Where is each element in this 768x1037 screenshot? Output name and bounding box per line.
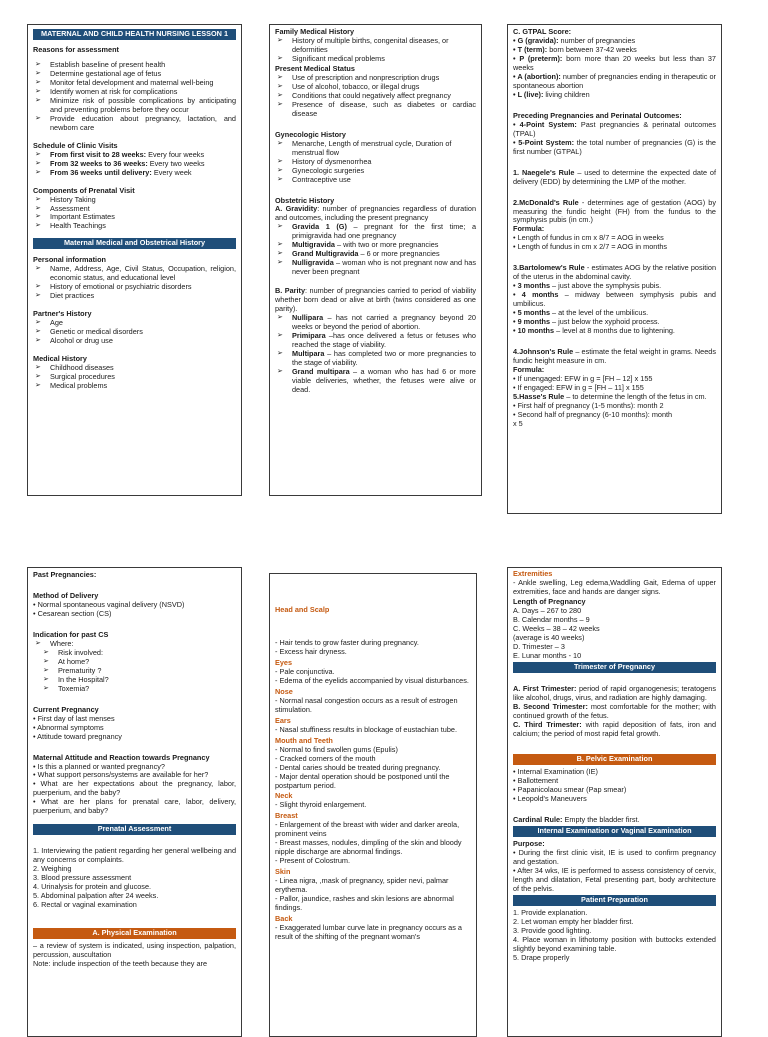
section-heading: Family Medical History xyxy=(275,27,355,36)
section-heading: Neck xyxy=(275,791,293,801)
notes-card-trimesters xyxy=(507,567,722,1037)
list-item: - Exaggerated lumbar curve late in pregnancy occurs as a result of the shifting of the pregnant woman's xyxy=(275,923,462,941)
mcdonald-rule: 2.McDonald's Rule - determines age of gestation (AOG) by measuring the fundic height (FH) from the fundus to the symphysis pubis (in cm.) xyxy=(513,197,716,225)
bullet-list xyxy=(33,196,236,232)
section-bar: A. Physical Examination xyxy=(33,928,236,939)
list-item: • Normal spontaneous vaginal delivery (NSVD) xyxy=(33,599,185,609)
list-item: • If unengaged: EFW in g = [FH – 12] x 155 xyxy=(513,374,653,383)
list-item: - Hair tends to grow faster during pregnancy. xyxy=(275,637,419,647)
list-item: ➢ Identify women at risk for complications xyxy=(33,88,236,97)
notes-card-history xyxy=(27,24,242,496)
list-item: ➢ From 32 weeks to 36 weeks: Every two weeks xyxy=(33,160,236,169)
section-bar: Prenatal Assessment xyxy=(33,824,236,835)
list-item: E. Lunar months - 10 xyxy=(513,650,582,660)
list-item: ➢ Monitor fetal development and maternal well-being xyxy=(33,79,236,88)
list-item: ➢ Toxemia? xyxy=(33,685,236,694)
list-item: 6. Rectal or vaginal examination xyxy=(33,900,137,910)
list-item: ➢ Where: xyxy=(33,640,236,649)
list-item: ➢ Minimize risk of possible complications by anticipating and preventing problems before they occur xyxy=(33,97,236,115)
list-item: ➢ Nulligravida – woman who is not pregnant now and has never been pregnant xyxy=(275,259,476,277)
section-heading: Skin xyxy=(275,867,291,877)
list-item: • During the first clinic visit, IE is used to confirm pregnancy and gestation. xyxy=(513,848,716,867)
section-heading: Back xyxy=(275,914,293,924)
list-item: • After 34 wks, IE is performed to assess consistency of cervix, length and dilatation, Fetal presenting part, body architecture of the pelvis. xyxy=(513,866,716,894)
list-item: A. Days – 267 to 280 xyxy=(513,605,582,615)
list-item: ➢ Age xyxy=(33,319,236,328)
list-item: ➢ Name, Address, Age, Civil Status, Occupation, religion, economic status, and educational level xyxy=(33,265,236,283)
list-item: 5. Abdominal palpation after 24 weeks. xyxy=(33,891,159,901)
bullet-list xyxy=(275,74,476,119)
list-item: 4. Place woman in lithotomy position with buttocks extended slightly beyond examining table. xyxy=(513,934,716,953)
lesson-title-bar: MATERNAL AND CHILD HEALTH NURSING LESSON 1 xyxy=(33,29,236,40)
list-item: ➢ Childhood diseases xyxy=(33,364,236,373)
list-item: • 10 months – level at 8 months due to lightening. xyxy=(513,326,675,336)
list-item: • First day of last menses xyxy=(33,713,115,723)
bullet-list xyxy=(33,640,236,694)
list-item: • Length of fundus in cm x 2/7 = AOG in months xyxy=(513,242,668,252)
gtpal-list xyxy=(513,37,716,100)
list-item: 1. Provide explanation. xyxy=(513,908,588,918)
list-item: • 4-Point System: Past pregnancies & perinatal outcomes (TPAL) xyxy=(513,119,716,138)
list-item: ➢ Establish baseline of present health xyxy=(33,61,236,70)
section-heading: Reasons for assessment xyxy=(33,44,119,54)
bullet-list xyxy=(33,265,236,301)
list-item: • What are her plans for prenatal care, labor, delivery, puerperium, and baby? xyxy=(33,797,236,816)
bullet-list xyxy=(275,37,476,64)
list-item: 3. Provide good lighting. xyxy=(513,925,592,935)
list-item: ➢ Assessment xyxy=(33,205,236,214)
purpose-list xyxy=(513,849,716,894)
list-item: ➢ Significant medical problems xyxy=(275,55,476,64)
list-item: 4. Urinalysis for protein and glucose. xyxy=(33,882,152,892)
naegele-rule: 1. Naegele's Rule – used to determine the expected date of delivery (EDD) by determining the LMP of the mother. xyxy=(513,167,716,186)
list-item: ➢ Provide education about pregnancy, lactation, and newborn care xyxy=(33,115,236,133)
list-item: • Is this a planned or wanted pregnancy? xyxy=(33,761,165,771)
bullet-list xyxy=(275,223,476,277)
section-heading: Purpose: xyxy=(513,839,545,849)
list-item: x 5 xyxy=(513,418,523,428)
list-item: ➢ History of emotional or psychiatric disorders xyxy=(33,283,236,292)
trimester-list xyxy=(513,685,716,739)
section-bar: Trimester of Pregnancy xyxy=(513,662,716,673)
list-item: • What support persons/systems are available for her? xyxy=(33,770,209,780)
list-item: ➢ Diet practices xyxy=(33,292,236,301)
outcome-systems xyxy=(513,121,716,157)
list-item: • 5 months – at the level of the umbilicus. xyxy=(513,308,649,318)
list-item: - Edema of the eyelids accompanied by visual disturbances. xyxy=(275,675,469,685)
prep-list xyxy=(513,909,716,963)
list-item: 1. Interviewing the patient regarding her general wellbeing and any concerns or complaints. xyxy=(33,846,236,865)
list-item: ➢ At home? xyxy=(33,658,236,667)
gravidity-definition: A. Gravidity: number of pregnancies regardless of duration and outcomes, including the present pregnancy xyxy=(275,204,477,223)
section-heading: C. GTPAL Score: xyxy=(513,27,572,36)
list-item: • Abnormal symptoms xyxy=(33,722,104,732)
list-item: ➢ Surgical procedures xyxy=(33,373,236,382)
list-item: ➢ History Taking xyxy=(33,196,236,205)
section-heading: Ears xyxy=(275,715,291,725)
list-item: ➢ Use of alcohol, tobacco, or illegal drugs xyxy=(275,83,476,92)
list-item: 2. Let woman empty her bladder first. xyxy=(513,917,634,926)
prenatal-list xyxy=(33,847,236,910)
list-item: • Length of fundus in cm x 8/7 = AOG in weeks xyxy=(513,233,664,243)
list-item: • 5-Point System: the total number of pregnancies (G) is the first number (GTPAL) xyxy=(513,137,716,156)
formula-label: Formula: xyxy=(513,224,545,234)
johnson-rule: 4.Johnson's Rule – estimate the fetal weight in grams. Needs fundic height measure in cm. xyxy=(513,347,716,366)
list-item: - Excess hair dryness. xyxy=(275,646,347,656)
section-heading: Indication for past CS xyxy=(33,629,109,639)
list-item: - Pallor, jaundice, rashes and skin lesions are abnormal findings. xyxy=(275,894,454,913)
bullet-list xyxy=(33,364,236,391)
section-bar: Patient Preparation xyxy=(513,895,716,906)
list-item: • Attitude toward pregnancy xyxy=(33,731,122,741)
list-item: ➢ Presence of disease, such as diabetes or cardiac disease xyxy=(275,101,476,119)
list-item: - Major dental operation should be postponed until the postpartum period. xyxy=(275,771,450,790)
list-item: - Pale conjunctiva. xyxy=(275,666,335,676)
list-item: ➢ Primipara –has once delivered a fetus or fetuses who reached the stage of viability. xyxy=(275,332,476,350)
list-item: • Papanicolaou smear (Pap smear) xyxy=(513,785,627,795)
list-item: • P (preterm): born more than 20 weeks but less than 37 weeks xyxy=(513,53,716,72)
bullet-list xyxy=(33,151,236,178)
list-item: • T (term): born between 37-42 weeks xyxy=(513,44,637,54)
list-item: C. Third Trimester: with rapid deposition of fats, iron and calcium; the period of most rapid fetal growth. xyxy=(513,719,716,738)
list-item: ➢ Alcohol or drug use xyxy=(33,337,236,346)
list-item: • Second half of pregnancy (6-10 months): month xyxy=(513,409,673,419)
section-heading: Schedule of Clinic Visits xyxy=(33,140,118,150)
extremities-text: - Ankle swelling, Leg edema,Waddling Gait, Edema of upper extremities, face and hands are danger signs. xyxy=(513,577,716,596)
list-item: • Internal Examination (IE) xyxy=(513,767,598,777)
section-heading: Present Medical Status xyxy=(275,63,355,73)
physical-exam-text: – a review of system is indicated, using inspection, palpation, percussion, auscultation xyxy=(33,941,236,959)
hasse-rule: 5.Hasse's Rule – to determine the length of the fetus in cm. xyxy=(513,391,707,401)
list-item: - Present of Colostrum. xyxy=(275,856,351,866)
list-item: - Slight thyroid enlargement. xyxy=(275,800,367,810)
list-item: ➢ From 36 weeks until delivery: Every week xyxy=(33,169,236,178)
list-item: • 3 months – just above the symphysis pubis. xyxy=(513,281,662,291)
section-heading: Partner's History xyxy=(33,309,92,319)
physical-exam-note: Note: include inspection of the teeth because they are xyxy=(33,958,208,968)
list-item: ➢ Contraceptive use xyxy=(275,176,476,185)
section-bar: B. Pelvic Examination xyxy=(513,754,716,765)
list-item: • Ballottement xyxy=(513,776,559,786)
section-heading: Breast xyxy=(275,811,298,821)
list-item: ➢ Prematurity ? xyxy=(33,667,236,676)
list-item: 5. Drape properly xyxy=(513,952,570,962)
list-item: 2. Weighing xyxy=(33,864,72,874)
section-heading: Past Pregnancies: xyxy=(33,570,97,579)
section-heading: Components of Prenatal Visit xyxy=(33,185,135,195)
list-item: • If engaged: EFW in g = [FH – 11] x 155 xyxy=(513,382,644,392)
list-item: ➢ Gynecologic surgeries xyxy=(275,167,476,176)
list-item: ➢ Multigravida – with two or more pregnancies xyxy=(275,241,476,250)
list-item: ➢ History of dysmenorrhea xyxy=(275,158,476,167)
list-item: ➢ History of multiple births, congenital diseases, or deformities xyxy=(275,37,476,55)
section-heading: Nose xyxy=(275,686,293,696)
list-item: • L (live): living children xyxy=(513,89,590,99)
bartolomew-rule: 3.Bartolomew's Rule - estimates AOG by the relative position of the uterus in the abdominal cavity. xyxy=(513,263,717,282)
list-item: - Enlargement of the breast with wider and darker areola, prominent veins xyxy=(275,820,460,839)
list-item: - Dental caries should be treated during pregnancy. xyxy=(275,762,441,772)
section-bar: Internal Examination or Vaginal Examination xyxy=(513,826,716,837)
list-item: ➢ Health Teachings xyxy=(33,222,236,231)
list-item: - Normal nasal congestion occurs as a result of estrogen stimulation. xyxy=(275,695,458,714)
section-heading: Mouth and Teeth xyxy=(275,735,333,745)
list-item: ➢ From first visit to 28 weeks: Every four weeks xyxy=(33,151,236,160)
list-item: • First half of pregnancy (1-5 months): month 2 xyxy=(513,400,664,410)
list-item: A. First Trimester: period of rapid organogenesis; teratogens like alcohol, drugs, virus, and radiation are highly damaging. xyxy=(513,683,716,702)
section-heading: Preceding Pregnancies and Perinatal Outcomes: xyxy=(513,110,682,120)
list-item: ➢ In the Hospital? xyxy=(33,676,236,685)
list-item: • G (gravida): number of pregnancies xyxy=(513,35,636,45)
list-item: B. Second Trimester: most comfortable for the mother; with continued growth of the fetus. xyxy=(513,701,716,720)
section-heading: Obstetric History xyxy=(275,195,335,205)
bartolomew-list xyxy=(513,282,716,336)
list-item: - Nasal stuffiness results in blockage of eustachian tube. xyxy=(275,724,457,734)
section-bar: Maternal Medical and Obstetrical History xyxy=(33,238,236,249)
attitude-list xyxy=(33,763,236,817)
section-heading: Gynecologic History xyxy=(275,129,346,139)
list-item: • Cesarean section (CS) xyxy=(33,608,112,618)
list-item: ➢ Grand Multigravida – 6 or more pregnancies xyxy=(275,250,476,259)
list-item: - Breast masses, nodules, dimpling of the skin and bloody nipple discharge are abnormal findings. xyxy=(275,838,462,857)
section-heading: Medical History xyxy=(33,354,87,364)
parity-definition: B. Parity: number of pregnancies carried to period of viability whether born dead or alive at birth (twins considered as one parity). xyxy=(275,286,477,314)
list-item: ➢ Multipara – has completed two or more pregnancies to the stage of viability. xyxy=(275,350,476,368)
section-heading: Maternal Attitude and Reaction towards Pregnancy xyxy=(33,752,210,762)
list-item: ➢ Determine gestational age of fetus xyxy=(33,70,236,79)
notes-card-estimates xyxy=(507,24,722,514)
list-item: - Linea nigra, ,mask of pregnancy, spider nevi, palmar erythema. xyxy=(275,876,449,895)
list-item: ➢ Risk involved: xyxy=(33,649,236,658)
bullet-list xyxy=(275,314,476,395)
list-item: • What are her expectations about the pregnancy, labor, puerperium, and the baby? xyxy=(33,779,236,798)
section-heading: Current Pregnancy xyxy=(33,704,99,714)
list-item: • 9 months – just below the xyphoid process. xyxy=(513,317,660,327)
list-item: D. Trimester – 3 xyxy=(513,641,565,651)
section-heading: Extremities xyxy=(513,569,553,578)
list-item: ➢ Conditions that could negatively affect pregnancy xyxy=(275,92,476,101)
list-item: ➢ Use of prescription and nonprescription drugs xyxy=(275,74,476,83)
list-item: ➢ Menarche, Length of menstrual cycle, Duration of menstrual flow xyxy=(275,140,476,158)
list-item: ➢ Important Estimates xyxy=(33,213,236,222)
notes-card-body-systems xyxy=(269,573,477,1037)
list-item: ➢ Nullipara – has not carried a pregnancy beyond 20 weeks or beyond the period of abortion. xyxy=(275,314,476,332)
list-item: ➢ Grand multipara – a woman who has had 6 or more viable deliveries, whether, the fetuses were alive or dead. xyxy=(275,368,476,395)
list-item: (average is 40 weeks) xyxy=(513,632,585,642)
section-heading: Length of Pregnancy xyxy=(513,596,586,606)
list-item: • 4 months – midway between symphysis pubis and umbilicus. xyxy=(513,290,716,309)
list-item: • Leopold's Maneuvers xyxy=(513,794,587,804)
list-item: - Normal to find swollen gums (Epulis) xyxy=(275,744,398,754)
section-heading: Eyes xyxy=(275,657,293,667)
section-heading: Head and Scalp xyxy=(275,605,330,614)
bullet-list xyxy=(33,319,236,346)
list-item: ➢ Genetic or medical disorders xyxy=(33,328,236,337)
list-item: B. Calendar months – 9 xyxy=(513,614,590,624)
list-item: 3. Blood pressure assessment xyxy=(33,873,132,883)
notes-card-medical-status xyxy=(269,24,482,496)
section-heading: Personal information xyxy=(33,255,106,265)
list-item: C. Weeks – 38 – 42 weeks xyxy=(513,623,600,633)
list-item: - Cracked corners of the mouth xyxy=(275,753,376,763)
formula-label: Formula: xyxy=(513,365,545,375)
cardinal-rule: Cardinal Rule: Empty the bladder first. xyxy=(513,815,640,825)
list-item: ➢ Medical problems xyxy=(33,382,236,391)
list-item: ➢ Gravida 1 (G) – pregnant for the first time; a primigravida had one pregnancy xyxy=(275,223,476,241)
notes-card-past-pregnancies xyxy=(27,567,242,1037)
bullet-list xyxy=(275,140,476,185)
bullet-list xyxy=(33,61,236,133)
list-item: • A (abortion): number of pregnancies ending in therapeutic or spontaneous abortion xyxy=(513,71,716,90)
section-heading: Method of Delivery xyxy=(33,590,99,600)
